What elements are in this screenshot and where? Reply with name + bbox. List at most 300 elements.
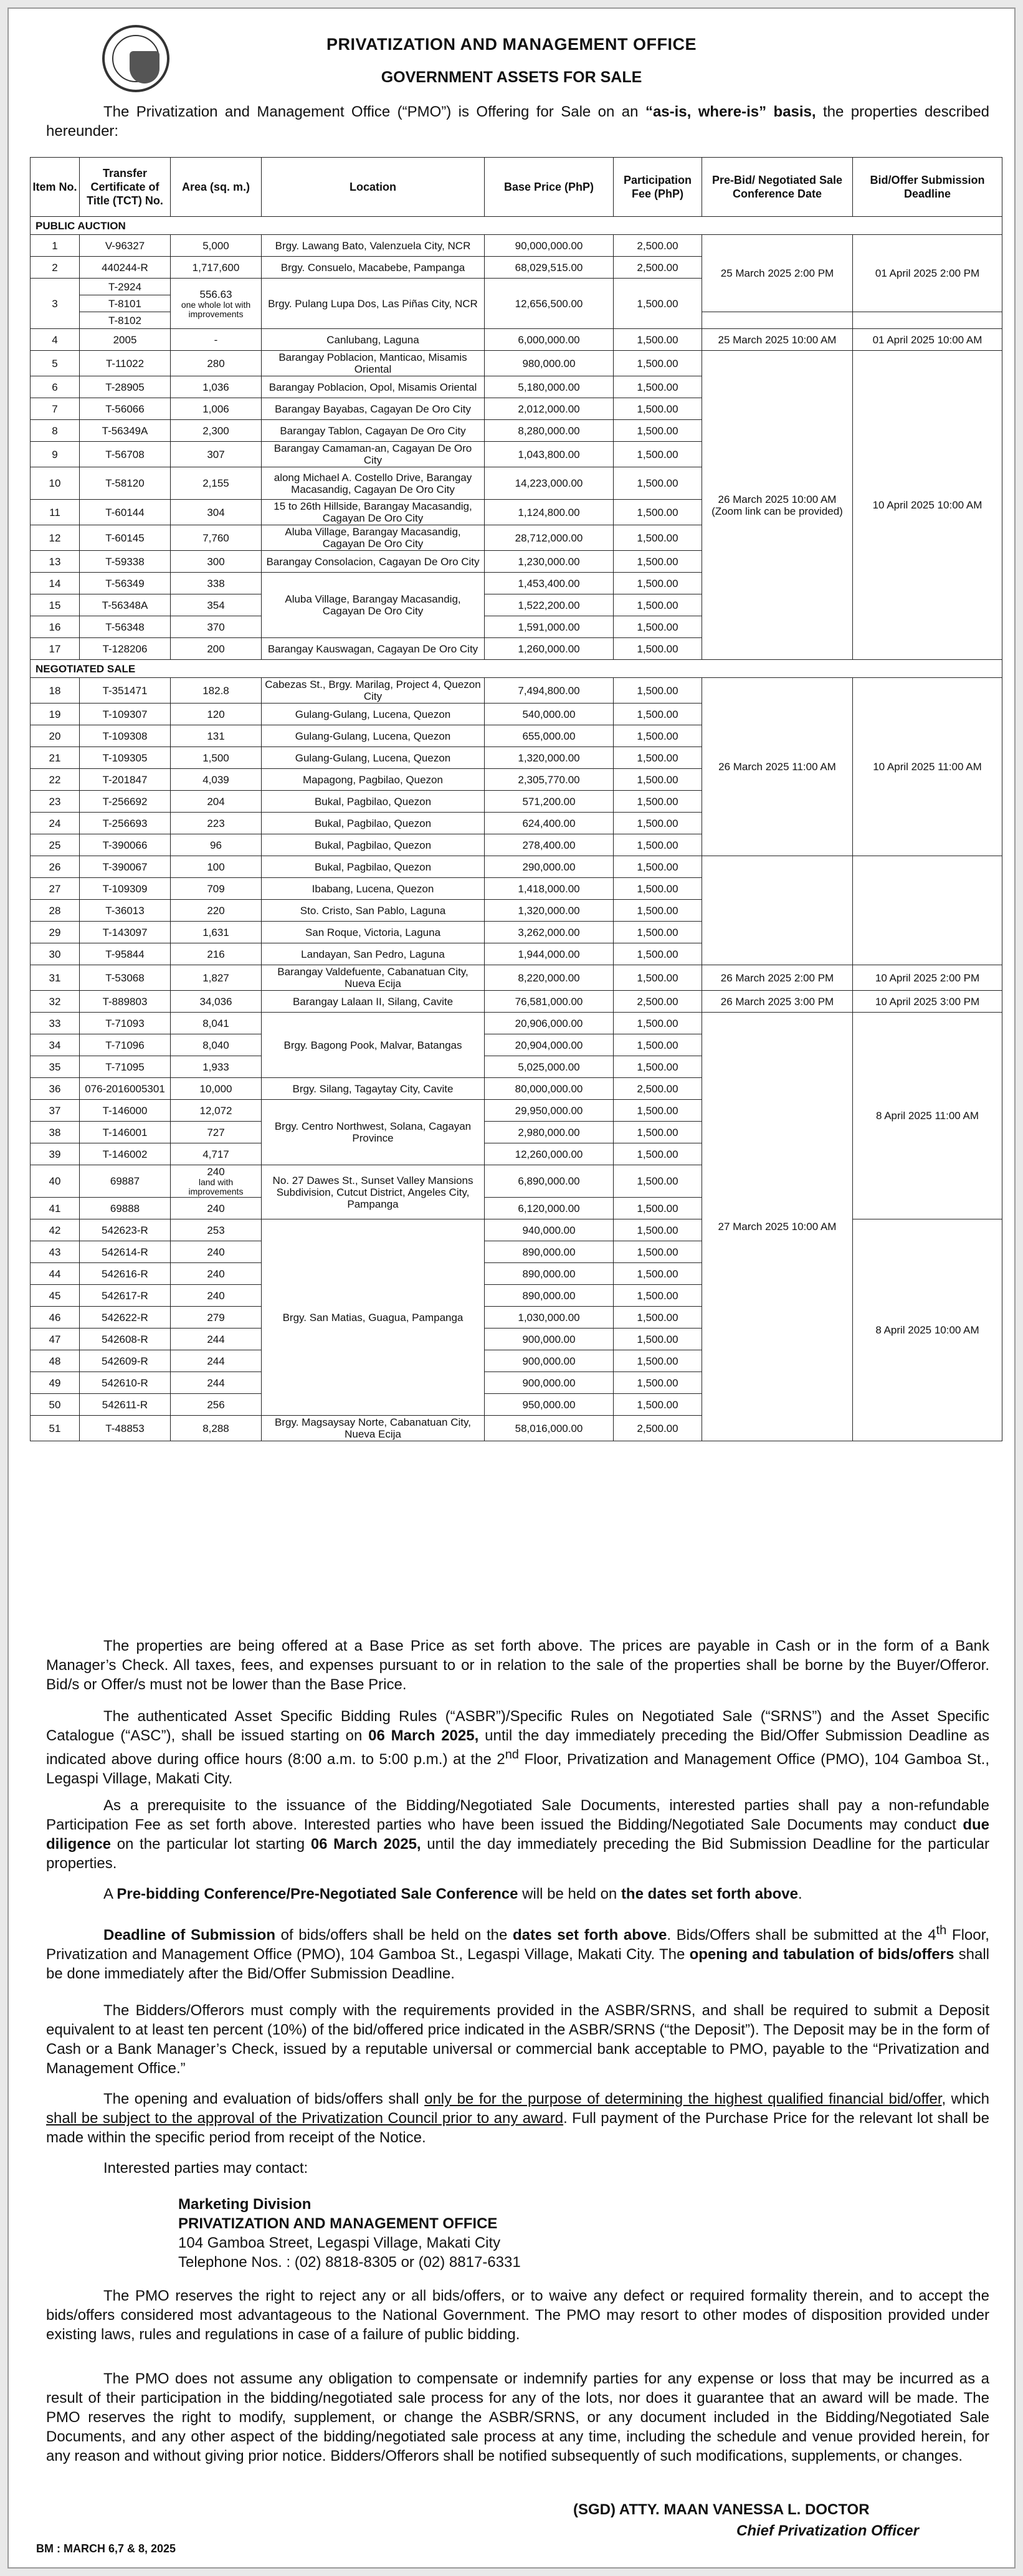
table-cell: T-58120 (80, 467, 171, 500)
table-cell: V-96327 (80, 235, 171, 257)
col-area: Area (sq. m.) (171, 158, 262, 217)
deadline-cell: 8 April 2025 11:00 AM (853, 1013, 1002, 1219)
table-cell: 950,000.00 (485, 1394, 614, 1416)
table-cell: 1,500.00 (614, 1307, 702, 1329)
table-cell: 34 (31, 1034, 80, 1056)
table-cell: Barangay Valdefuente, Cabanatuan City, Nueva Ecija (262, 965, 485, 991)
deadline-cell: 10 April 2025 10:00 AM (853, 351, 1002, 660)
table-cell: 80,000,000.00 (485, 1078, 614, 1100)
table-cell: 35 (31, 1056, 80, 1078)
paragraph-documents: The authenticated Asset Specific Bidding Rules (“ASBR”)/Specific Rules on Negotiated Sale (“SRNS”) and the Asset Specific Catalogue (“ASC”), shall be issued starting on 06 March 2025, until the day immediately preceding the Bid/Offer Submission Deadline as indicated above during office hours (8:00 a.m. to 5:00 p.m.) at the 2nd Floor, Privatization and Management Office (PMO), 104 Gamboa St., Legaspi Village, Makati City. (46, 1708, 990, 1787)
table-cell: 1,500.00 (614, 279, 702, 329)
table-cell: Landayan, San Pedro, Laguna (262, 943, 485, 965)
table-cell: T-390066 (80, 834, 171, 856)
table-cell: T-71093 (80, 1013, 171, 1034)
table-cell: 655,000.00 (485, 725, 614, 747)
table-cell: T-8101 (80, 295, 171, 312)
table-cell: T-56348A (80, 594, 171, 616)
deadline-cell: 10 April 2025 2:00 PM (853, 965, 1002, 991)
paragraph-contact-intro: Interested parties may contact: (103, 2160, 308, 2177)
table-cell: 12 (31, 525, 80, 551)
table-cell: San Roque, Victoria, Laguna (262, 922, 485, 943)
table-cell: 5 (31, 351, 80, 376)
table-cell: 709 (171, 878, 262, 900)
table-cell: Bukal, Pagbilao, Quezon (262, 813, 485, 834)
table-cell: T-71096 (80, 1034, 171, 1056)
table-cell: T-56349 (80, 573, 171, 594)
table-cell: 9 (31, 442, 80, 467)
table-cell: 30 (31, 943, 80, 965)
table-cell: 1,500.00 (614, 922, 702, 943)
table-row (31, 235, 1002, 257)
paragraph-pricing: The properties are being offered at a Base Price as set forth above. The prices are payable in Cash or in the form of a Bank Manager’s Check. All taxes, fees, and expenses pursuant to or in relation to the sale of the properties shall be borne by the Buyer/Offeror. Bid/s or Offer/s must not be lower than the Base Price. (46, 1638, 989, 1693)
table-cell: 890,000.00 (485, 1285, 614, 1307)
table-cell: 540,000.00 (485, 704, 614, 725)
table-cell: 1,500.00 (614, 551, 702, 573)
table-cell: 39 (31, 1143, 80, 1165)
conference-date-cell: 26 March 2025 3:00 PM (702, 991, 853, 1013)
office-title: PRIVATIZATION AND MANAGEMENT OFFICE (326, 35, 697, 54)
table-cell: 7,760 (171, 525, 262, 551)
table-cell: 31 (31, 965, 80, 991)
signatory-title: Chief Privatization Officer (736, 2522, 919, 2539)
table-cell: Brgy. Silang, Tagaytay City, Cavite (262, 1078, 485, 1100)
table-cell: 34,036 (171, 991, 262, 1013)
table-cell: 542609-R (80, 1350, 171, 1372)
table-cell: 1,500.00 (614, 638, 702, 660)
table-cell: 44 (31, 1263, 80, 1285)
table-cell: 12,656,500.00 (485, 279, 614, 329)
table-cell: 338 (171, 573, 262, 594)
col-item-no: Item No. (31, 158, 80, 217)
table-cell: Barangay Poblacion, Manticao, Misamis Oriental (262, 351, 485, 376)
table-cell: 1,500.00 (614, 813, 702, 834)
contact-block (178, 2195, 521, 2272)
table-cell: 23 (31, 791, 80, 813)
table-cell: 1,453,400.00 (485, 573, 614, 594)
table-cell: 1,500.00 (614, 1219, 702, 1241)
table-cell: 624,400.00 (485, 813, 614, 834)
table-cell: 45 (31, 1285, 80, 1307)
table-cell: 1,320,000.00 (485, 747, 614, 769)
table-cell: 2,155 (171, 467, 262, 500)
table-cell: 890,000.00 (485, 1263, 614, 1285)
table-row (31, 991, 1002, 1013)
table-cell: 076-2016005301 (80, 1078, 171, 1100)
table-cell: Brgy. San Matias, Guagua, Pampanga (262, 1219, 485, 1416)
table-cell: 8,280,000.00 (485, 420, 614, 442)
table-cell: 1,500.00 (614, 1056, 702, 1078)
notice-subtitle: GOVERNMENT ASSETS FOR SALE (381, 69, 642, 86)
table-header-row (31, 158, 1002, 217)
table-cell: T-48853 (80, 1416, 171, 1441)
table-cell: 1,500.00 (614, 834, 702, 856)
table-cell: 256 (171, 1394, 262, 1416)
table-cell: 3 (31, 279, 80, 329)
table-cell: 28 (31, 900, 80, 922)
table-row (31, 856, 1002, 878)
table-cell: 1,418,000.00 (485, 878, 614, 900)
table-cell: 19 (31, 704, 80, 725)
table-cell: T-889803 (80, 991, 171, 1013)
table-cell: 21 (31, 747, 80, 769)
table-cell: 1,944,000.00 (485, 943, 614, 965)
table-cell: 571,200.00 (485, 791, 614, 813)
table-cell: 90,000,000.00 (485, 235, 614, 257)
table-row (31, 965, 1002, 991)
table-cell: 1,591,000.00 (485, 616, 614, 638)
table-cell: 900,000.00 (485, 1350, 614, 1372)
table-cell: 223 (171, 813, 262, 834)
table-cell: 542608-R (80, 1329, 171, 1350)
table-cell: 1,500.00 (614, 878, 702, 900)
paragraph-evaluation: The opening and evaluation of bids/offers shall only be for the purpose of determining the highest qualified financial bid/offer, which shall be subject to the approval of the Privatization Council prior to any award. Full payment of the Purchase Price for the relevant lot shall be made within the specific period from receipt of the Notice. (46, 2091, 990, 2146)
table-cell: 1,230,000.00 (485, 551, 614, 573)
table-cell: 1,500.00 (614, 965, 702, 991)
table-cell: 300 (171, 551, 262, 573)
table-row (31, 1219, 1002, 1241)
table-cell: 4 (31, 329, 80, 351)
table-cell: 542622-R (80, 1307, 171, 1329)
table-cell: T-256692 (80, 791, 171, 813)
table-cell (853, 856, 1002, 965)
contact-division: Marketing Division (178, 2196, 312, 2213)
table-cell: 27 (31, 878, 80, 900)
table-cell: 1,500.00 (614, 1165, 702, 1198)
table-cell: 6,120,000.00 (485, 1198, 614, 1219)
table-cell: 1,006 (171, 398, 262, 420)
table-cell: 307 (171, 442, 262, 467)
table-cell: 1,500.00 (614, 329, 702, 351)
table-cell: 240 (171, 1198, 262, 1219)
paragraph-disclaimer: The PMO does not assume any obligation to compensate or indemnify parties for any expense or loss that may be incurred as a result of their participation in the bidding/negotiated sale process for any of the lots, nor does it guarantee that an award will be made. The PMO reserves the right to modify, supplement, or change the ASBR/SRNS, or any document included in the Bidding/Negotiated Sale Documents, and any other aspect of the bidding/negotiated sale process at any time, including the schedule and venue provided herein, for any reason and without giving prior notice. Bidders/Offerors shall be notified subsequently of such modifications, supplements, or changes. (46, 2370, 989, 2464)
table-cell: 1,500.00 (614, 398, 702, 420)
table-cell: Barangay Bayabas, Cagayan De Oro City (262, 398, 485, 420)
table-cell: 182.8 (171, 678, 262, 704)
table-cell: 14,223,000.00 (485, 467, 614, 500)
table-cell: 18 (31, 678, 80, 704)
table-cell: 1,500.00 (614, 769, 702, 791)
table-cell: 5,025,000.00 (485, 1056, 614, 1078)
col-participation-fee: Participation Fee (PhP) (614, 158, 702, 217)
table-cell: 76,581,000.00 (485, 991, 614, 1013)
table-cell: T-201847 (80, 769, 171, 791)
table-cell: Cabezas St., Brgy. Marilag, Project 4, Quezon City (262, 678, 485, 704)
contact-phone: Telephone Nos. : (02) 8818-8305 or (02) 8817-6331 (178, 2254, 521, 2271)
table-cell: 1,631 (171, 922, 262, 943)
table-cell: 38 (31, 1122, 80, 1143)
table-cell: Bukal, Pagbilao, Quezon (262, 791, 485, 813)
table-cell: 244 (171, 1372, 262, 1394)
table-cell: 240 (171, 1285, 262, 1307)
table-cell: 6 (31, 376, 80, 398)
table-cell: 37 (31, 1100, 80, 1122)
table-cell: 2,300 (171, 420, 262, 442)
table-cell: T-146000 (80, 1100, 171, 1122)
paragraph-reservation: The PMO reserves the right to reject any or all bids/offers, or to waive any defect or required formality therein, and to accept the bids/offers considered most advantageous to the National Government. The PMO may resort to other modes of disposition provided under existing laws, rules and regulations in case of a failure of public bidding. (46, 2287, 989, 2343)
table-cell: 542623-R (80, 1219, 171, 1241)
table-cell: 1,500.00 (614, 1372, 702, 1394)
table-cell: 253 (171, 1219, 262, 1241)
table-cell: T-56066 (80, 398, 171, 420)
table-cell: 890,000.00 (485, 1241, 614, 1263)
table-cell: T-128206 (80, 638, 171, 660)
table-cell: Barangay Camaman-an, Cagayan De Oro City (262, 442, 485, 467)
table-cell: 4,039 (171, 769, 262, 791)
table-cell: 1,500.00 (614, 1394, 702, 1416)
table-cell: 1,933 (171, 1056, 262, 1078)
assets-table (30, 157, 1002, 1441)
table-cell: Ibabang, Lucena, Quezon (262, 878, 485, 900)
table-cell: T-146002 (80, 1143, 171, 1165)
table-cell: T-109307 (80, 704, 171, 725)
table-cell: 11 (31, 500, 80, 525)
deadline-cell: 8 April 2025 10:00 AM (853, 1219, 1002, 1441)
table-cell: 244 (171, 1329, 262, 1350)
table-cell: 1,500.00 (614, 856, 702, 878)
table-cell: Barangay Consolacion, Cagayan De Oro City (262, 551, 485, 573)
table-cell: T-36013 (80, 900, 171, 922)
table-cell: 2,500.00 (614, 257, 702, 279)
table-cell: T-60145 (80, 525, 171, 551)
table-cell: 51 (31, 1416, 80, 1441)
table-cell: 542614-R (80, 1241, 171, 1263)
paragraph-conference: A Pre-bidding Conference/Pre-Negotiated Sale Conference will be held on the dates set forth above. (103, 1886, 802, 1902)
table-cell: 980,000.00 (485, 351, 614, 376)
table-cell (702, 856, 853, 965)
table-cell: 8,220,000.00 (485, 965, 614, 991)
table-cell: 14 (31, 573, 80, 594)
section-negotiated-sale: NEGOTIATED SALE (31, 660, 1002, 678)
table-cell: 1,500.00 (614, 1263, 702, 1285)
table-cell: 69887 (80, 1165, 171, 1198)
table-cell: 1,124,800.00 (485, 500, 614, 525)
table-cell: 1,500.00 (614, 1143, 702, 1165)
table-cell: 1,500.00 (614, 1329, 702, 1350)
table-cell: 40 (31, 1165, 80, 1198)
table-row (31, 351, 1002, 376)
table-cell: 32 (31, 991, 80, 1013)
table-cell: 216 (171, 943, 262, 965)
table-cell: 68,029,515.00 (485, 257, 614, 279)
intro-paragraph: The Privatization and Management Office (“PMO”) is Offering for Sale on an “as-is, where-is” basis, the properties described hereunder: (46, 103, 990, 140)
table-cell: 22 (31, 769, 80, 791)
table-cell: 7,494,800.00 (485, 678, 614, 704)
table-cell: 290,000.00 (485, 856, 614, 878)
table-cell: 49 (31, 1372, 80, 1394)
table-cell: T-109308 (80, 725, 171, 747)
table-cell: 2,305,770.00 (485, 769, 614, 791)
table-cell: 36 (31, 1078, 80, 1100)
table-cell: 1,500.00 (614, 500, 702, 525)
table-cell: 1,500.00 (614, 594, 702, 616)
table-cell: 24 (31, 813, 80, 834)
table-cell: 46 (31, 1307, 80, 1329)
table-cell: 1,500.00 (614, 704, 702, 725)
table-cell: 1,500.00 (614, 791, 702, 813)
conference-date-cell: 26 March 2025 10:00 AM (Zoom link can be provided) (702, 351, 853, 660)
table-cell: 542610-R (80, 1372, 171, 1394)
table-cell: T-143097 (80, 922, 171, 943)
table-cell: 41 (31, 1198, 80, 1219)
table-cell: 244 (171, 1350, 262, 1372)
table-cell: 1,827 (171, 965, 262, 991)
table-cell: 1,043,800.00 (485, 442, 614, 467)
table-cell: T-256693 (80, 813, 171, 834)
table-cell: Brgy. Lawang Bato, Valenzuela City, NCR (262, 235, 485, 257)
table-cell: 2,012,000.00 (485, 398, 614, 420)
table-cell: 1,500.00 (614, 467, 702, 500)
table-cell: 5,000 (171, 235, 262, 257)
table-cell: Mapagong, Pagbilao, Quezon (262, 769, 485, 791)
table-cell: Barangay Lalaan II, Silang, Cavite (262, 991, 485, 1013)
table-row (31, 1013, 1002, 1034)
table-cell: Bukal, Pagbilao, Quezon (262, 856, 485, 878)
table-cell: Aluba Village, Barangay Macasandig, Cagayan De Oro City (262, 525, 485, 551)
signatory-name: (SGD) ATTY. MAAN VANESSA L. DOCTOR (573, 2501, 870, 2518)
table-cell: 1,036 (171, 376, 262, 398)
table-cell: 12,072 (171, 1100, 262, 1122)
table-cell: Bukal, Pagbilao, Quezon (262, 834, 485, 856)
table-cell: 279 (171, 1307, 262, 1329)
table-cell: T-28905 (80, 376, 171, 398)
table-cell: 240 land with improvements (171, 1165, 262, 1198)
table-cell: T-56348 (80, 616, 171, 638)
table-cell: 96 (171, 834, 262, 856)
table-cell: 940,000.00 (485, 1219, 614, 1241)
table-cell: 48 (31, 1350, 80, 1372)
table-cell: Barangay Tablon, Cagayan De Oro City (262, 420, 485, 442)
table-cell: 15 (31, 594, 80, 616)
table-cell: 4,717 (171, 1143, 262, 1165)
table-cell: 1,500.00 (614, 525, 702, 551)
notice-page (7, 7, 1016, 2569)
table-cell: 13 (31, 551, 80, 573)
col-base-price: Base Price (PhP) (485, 158, 614, 217)
table-cell: 2,500.00 (614, 991, 702, 1013)
table-cell: 1,500.00 (614, 573, 702, 594)
table-cell: 900,000.00 (485, 1372, 614, 1394)
paragraph-deposit: The Bidders/Offerors must comply with the requirements provided in the ASBR/SRNS, and shall be required to submit a Deposit equivalent to at least ten percent (10%) of the bid/offered price indicated in the ASBR/SRNS (“the Deposit”). The Deposit may be in the form of Cash or a Bank Manager’s Check, issued by a reputable universal or commercial bank acceptable to PMO, payable to the “Privatization and Management Office.” (46, 2002, 989, 2077)
table-cell: Gulang-Gulang, Lucena, Quezon (262, 704, 485, 725)
table-cell: 26 (31, 856, 80, 878)
paragraph-submission: Deadline of Submission of bids/offers shall be held on the dates set forth above. Bids/Offers shall be submitted at the 4th Floor, Privatization and Management Office (PMO), 104 Gamboa St., Legaspi Village, Makati City. The opening and tabulation of bids/offers shall be done immediately after the Bid/Offer Submission Deadline. (46, 1924, 990, 1982)
table-cell: 1 (31, 235, 80, 257)
table-cell: Canlubang, Laguna (262, 329, 485, 351)
table-cell: 15 to 26th Hillside, Barangay Macasandig, Cagayan De Oro City (262, 500, 485, 525)
assets-table-wrapper (30, 157, 1002, 1441)
table-cell: 1,500.00 (614, 376, 702, 398)
table-cell: T-109305 (80, 747, 171, 769)
table-cell: 29 (31, 922, 80, 943)
table-cell: 204 (171, 791, 262, 813)
table-cell: 1,500.00 (614, 442, 702, 467)
table-cell: 240 (171, 1241, 262, 1263)
table-cell: 1,500.00 (614, 747, 702, 769)
deadline-cell: 10 April 2025 3:00 PM (853, 991, 1002, 1013)
table-cell: Barangay Kauswagan, Cagayan De Oro City (262, 638, 485, 660)
table-cell: 2 (31, 257, 80, 279)
table-cell: T-59338 (80, 551, 171, 573)
table-cell: T-71095 (80, 1056, 171, 1078)
table-cell: 2,500.00 (614, 1416, 702, 1441)
table-cell: 8 (31, 420, 80, 442)
table-cell: 1,500.00 (614, 1122, 702, 1143)
table-cell: 28,712,000.00 (485, 525, 614, 551)
table-cell: T-11022 (80, 351, 171, 376)
table-cell: 6,000,000.00 (485, 329, 614, 351)
table-cell: 542617-R (80, 1285, 171, 1307)
table-cell: 25 (31, 834, 80, 856)
table-cell: 8,041 (171, 1013, 262, 1034)
table-cell: 58,016,000.00 (485, 1416, 614, 1441)
table-cell: 8,040 (171, 1034, 262, 1056)
table-cell: 1,500 (171, 747, 262, 769)
table-cell: T-95844 (80, 943, 171, 965)
table-cell: 1,500.00 (614, 616, 702, 638)
table-cell: 1,500.00 (614, 678, 702, 704)
table-cell: Brgy. Bagong Pook, Malvar, Batangas (262, 1013, 485, 1078)
table-cell: T-351471 (80, 678, 171, 704)
deadline-cell: 01 April 2025 10:00 AM (853, 329, 1002, 351)
table-cell: T-2924 (80, 279, 171, 295)
table-cell: T-56349A (80, 420, 171, 442)
table-cell: 100 (171, 856, 262, 878)
table-cell: 278,400.00 (485, 834, 614, 856)
conference-date-cell: 26 March 2025 11:00 AM (702, 678, 853, 856)
table-cell: 6,890,000.00 (485, 1165, 614, 1198)
paragraph-participation-fee: As a prerequisite to the issuance of the Bidding/Negotiated Sale Documents, interested parties shall pay a non-refundable Participation Fee as set forth above. Interested parties who have been issued the Bidding/Negotiated Sale Documents may conduct due diligence on the particular lot starting 06 March 2025, until the day immediately preceding the Bid Submission Deadline for the particular properties. (46, 1797, 990, 1872)
table-cell: Barangay Poblacion, Opol, Misamis Oriental (262, 376, 485, 398)
table-cell: 1,500.00 (614, 943, 702, 965)
table-cell: Gulang-Gulang, Lucena, Quezon (262, 747, 485, 769)
table-cell: 354 (171, 594, 262, 616)
table-cell: 20 (31, 725, 80, 747)
table-cell: 47 (31, 1329, 80, 1350)
table-cell: T-390067 (80, 856, 171, 878)
table-cell: Sto. Cristo, San Pablo, Laguna (262, 900, 485, 922)
table-cell: 2005 (80, 329, 171, 351)
table-cell: 542611-R (80, 1394, 171, 1416)
table-cell: 29,950,000.00 (485, 1100, 614, 1122)
table-cell: Brgy. Centro Northwest, Solana, Cagayan Province (262, 1100, 485, 1165)
table-cell: 1,717,600 (171, 257, 262, 279)
table-cell: 20,906,000.00 (485, 1013, 614, 1034)
table-cell: 1,260,000.00 (485, 638, 614, 660)
table-cell: 131 (171, 725, 262, 747)
table-cell: 1,500.00 (614, 1034, 702, 1056)
col-deadline: Bid/Offer Submission Deadline (853, 158, 1002, 217)
section-public-auction: PUBLIC AUCTION (31, 217, 1002, 235)
table-cell: 33 (31, 1013, 80, 1034)
table-cell: 1,522,200.00 (485, 594, 614, 616)
table-cell: 5,180,000.00 (485, 376, 614, 398)
table-cell: 20,904,000.00 (485, 1034, 614, 1056)
table-cell: along Michael A. Costello Drive, Barangay Macasandig, Cagayan De Oro City (262, 467, 485, 500)
table-cell: 280 (171, 351, 262, 376)
col-conference-date: Pre-Bid/ Negotiated Sale Conference Date (702, 158, 853, 217)
conference-date-cell: 27 March 2025 10:00 AM (702, 1013, 853, 1441)
table-cell (702, 312, 853, 329)
table-cell: Brgy. Pulang Lupa Dos, Las Piñas City, NCR (262, 279, 485, 329)
conference-date-cell: 25 March 2025 2:00 PM (702, 235, 853, 312)
table-cell: 1,500.00 (614, 1350, 702, 1372)
table-cell (853, 312, 1002, 329)
table-cell: 2,500.00 (614, 1078, 702, 1100)
table-cell: 16 (31, 616, 80, 638)
table-cell: 7 (31, 398, 80, 420)
conference-date-cell: 26 March 2025 2:00 PM (702, 965, 853, 991)
